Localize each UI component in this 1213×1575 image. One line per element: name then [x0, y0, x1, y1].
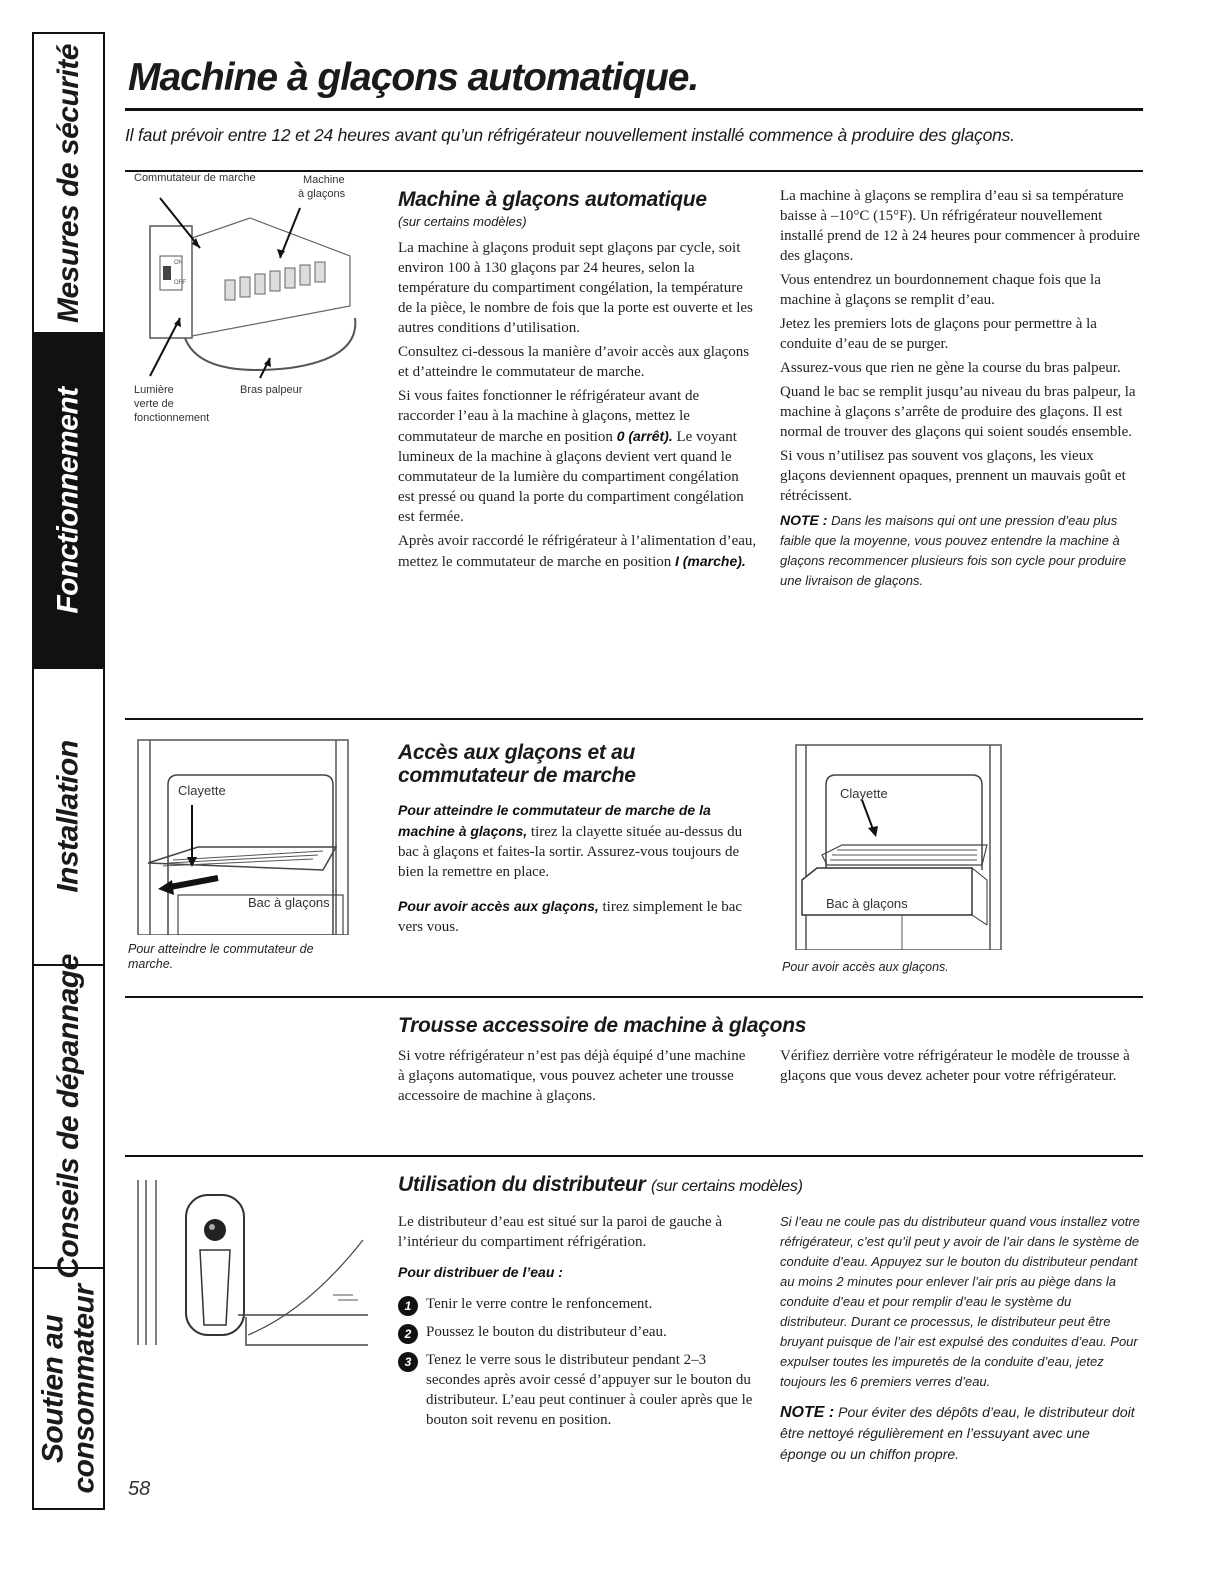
tab-soutien-au-consommateur[interactable]	[34, 1269, 103, 1508]
title-rule	[125, 108, 1143, 111]
tab-label: Conseils de dépannage	[52, 954, 85, 1279]
paragraph: Pour atteindre le commutateur de marche de la machine à glaçons, tirez la clayette située au-dessus du bac à glaçons et faites-la sortir. Assurez-vous toujours de bien la remettre en place.	[398, 802, 743, 880]
divider	[125, 170, 1143, 172]
paragraph: La machine à glaçons se remplira d’eau si sa température baisse à –10°C (15°F). Un réfrigérateur nouvellement installé prend de 12 à 24 heures pour commencer à produire des glaçons.	[780, 188, 1140, 264]
paragraph: Vous entendrez un bourdonnement chaque fois que la machine à glaçons se remplit d’eau.	[780, 272, 1101, 308]
paragraph: La machine à glaçons produit sept glaçons par cycle, soit environ 100 à 130 glaçons par 24 heures, selon la température du compartiment congélation, la température de la pièce, le nombre de fois que la porte est ouverte et les autres conditions d’utilisation.	[398, 240, 753, 336]
dispenser-figure	[128, 1175, 370, 1350]
kit-text-right: Vérifiez derrière votre réfrigérateur le modèle de trousse à glaçons que vous devez acheter pour votre réfrigérateur.	[780, 1048, 1130, 1084]
section-heading: Utilisation du distributeur (sur certains modèles)	[398, 1173, 803, 1196]
label-clayette: Clayette	[178, 783, 226, 798]
paragraph: Si vous faites fonctionner le réfrigérateur avant de raccorder l’eau à la machine à glaçons, mettez le commutateur de marche en position 0 (arrêt). Le voyant lumineux de la machine à glaçons devient vert quand le commutateur de la lumière du compartiment congélation est pressé ou quand la porte du compartiment congélation est fermée.	[398, 388, 744, 525]
label-lumiere-2: verte de	[134, 398, 174, 410]
shelf-figure-left	[128, 735, 358, 935]
tab-label: Mesures de sécurité	[52, 43, 86, 323]
access-text	[398, 800, 758, 941]
step-number: 2	[398, 1324, 418, 1344]
dispenser-right-column	[780, 1212, 1140, 1469]
paragraph: Quand le bac se remplit jusqu’au niveau du bras palpeur, la machine à glaçons s’arrête de produire des glaçons. Il est normal de trouver des glaçons qui soient soudés ensemble.	[780, 384, 1136, 440]
tab-label: Installation	[52, 740, 86, 893]
figure-caption: Pour atteindre le commutateur de marche.	[128, 942, 314, 971]
tab-conseils-de-depannage[interactable]	[34, 954, 103, 1279]
page-number: 58	[128, 1478, 151, 1500]
label-lumiere-3: fonctionnement	[134, 412, 210, 424]
tab-installation[interactable]	[34, 669, 103, 966]
step-3: 3 Tenez le verre sous le distributeur pendant 2–3 secondes après avoir cessé d’appuyer sur le bouton du distributeur. L’eau peut continuer à couler après que le bouton soit revenu en position.	[398, 1350, 758, 1430]
subheading: Pour distribuer de l’eau :	[398, 1264, 563, 1280]
step-number: 1	[398, 1296, 418, 1316]
tab-mesures-de-securite[interactable]	[34, 34, 103, 334]
label-bac: Bac à glaçons	[826, 896, 908, 911]
label-machine: Machine	[303, 174, 345, 186]
kit-text-left: Si votre réfrigérateur n’est pas déjà équipé d’une machine à glaçons automatique, vous pouvez acheter une trousse accessoire de machine à glaçons.	[398, 1048, 746, 1104]
paragraph: Si vous n’utilisez pas souvent vos glaçons, les vieux glaçons deviennent opaques, prennent un mauvais goût et rétrécissent.	[780, 448, 1126, 504]
divider	[125, 1155, 1143, 1157]
column-middle	[398, 238, 758, 576]
dispenser-illustration	[128, 1175, 370, 1350]
section-subheading: (sur certains modèles)	[398, 214, 527, 229]
dispenser-text	[398, 1212, 758, 1430]
note: NOTE : Pour éviter des dépôts d’eau, le distributeur doit être nettoyé régulièrement en l’essuyant avec une éponge ou un chiffon propre.	[780, 1404, 1135, 1462]
paragraph: Après avoir raccordé le réfrigérateur à l’alimentation d’eau, mettez le commutateur de marche en position I (marche).	[398, 533, 757, 570]
bin-illustration	[782, 740, 1012, 950]
label-bac: Bac à glaçons	[248, 895, 330, 910]
tab-label: Soutien au consommateur	[36, 1283, 101, 1494]
column-right	[780, 186, 1140, 595]
section-tab-strip	[32, 32, 105, 1510]
label-machine-2: à glaçons	[298, 188, 346, 200]
step-number: 3	[398, 1352, 418, 1372]
tab-fonctionnement[interactable]	[34, 334, 103, 669]
switch-on-label: ON	[174, 260, 183, 266]
figure-caption: Pour avoir accès aux glaçons.	[782, 960, 949, 974]
paragraph: Consultez ci-dessous la manière d’avoir accès aux glaçons et d’atteindre le commutateur de marche.	[398, 344, 750, 380]
air-purge-note: Si l’eau ne coule pas du distributeur quand vous installez votre réfrigérateur, c’est qu’il peut y avoir de l’air dans le système de conduite d’eau. Appuyez sur le bouton du distributeur pendant au moins 2 minutes pour enlever l’air pris au piège dans la conduite d’eau et pour remplir d’eau le système du distributeur. Durant ce processus, le distributeur peut être bruyant puisque de l’air est expulsé des conduites d’eau. Pour expulser toutes les impuretés de la conduite d’eau, jetez toujours les 6 premiers verres d’eau.	[780, 1214, 1140, 1389]
step-1: 1 Tenir le verre contre le renfoncement.	[398, 1294, 758, 1314]
label-lumiere: Lumière	[134, 384, 174, 396]
label-commutateur: Commutateur de marche	[134, 172, 256, 184]
paragraph: Le distributeur d’eau est situé sur la paroi de gauche à l’intérieur du compartiment réfrigération.	[398, 1214, 723, 1250]
intro-text: Il faut prévoir entre 12 et 24 heures avant qu’un réfrigérateur nouvellement installé commence à produire des glaçons.	[125, 125, 1015, 145]
paragraph: Jetez les premiers lots de glaçons pour permettre à la conduite d’eau de se purger.	[780, 316, 1097, 352]
tab-label: Fonctionnement	[52, 387, 86, 614]
paragraph: Pour avoir accès aux glaçons, tirez simplement le bac vers vous.	[398, 898, 743, 935]
switch-off-label: OFF	[174, 280, 186, 286]
section-heading: Accès aux glaçons et au commutateur de marche	[398, 741, 636, 787]
step-2: 2 Poussez le bouton du distributeur d’eau.	[398, 1322, 758, 1342]
note: NOTE : Dans les maisons qui ont une pression d’eau plus faible que la moyenne, vous pouvez entendre la machine à glaçons recommencer plusieurs fois son cycle pour produire une livraison de glaçons.	[780, 512, 1127, 588]
section-heading: Machine à glaçons automatique	[398, 188, 707, 211]
paragraph: Assurez-vous que rien ne gène la course du bras palpeur.	[780, 360, 1121, 376]
ice-maker-figure	[130, 172, 370, 428]
label-clayette: Clayette	[840, 786, 888, 801]
page-title: Machine à glaçons automatique.	[128, 56, 699, 99]
divider	[125, 718, 1143, 720]
shelf-figure-right	[782, 740, 1012, 950]
label-bras: Bras palpeur	[240, 384, 303, 396]
divider	[125, 996, 1143, 998]
section-heading: Trousse accessoire de machine à glaçons	[398, 1014, 807, 1037]
